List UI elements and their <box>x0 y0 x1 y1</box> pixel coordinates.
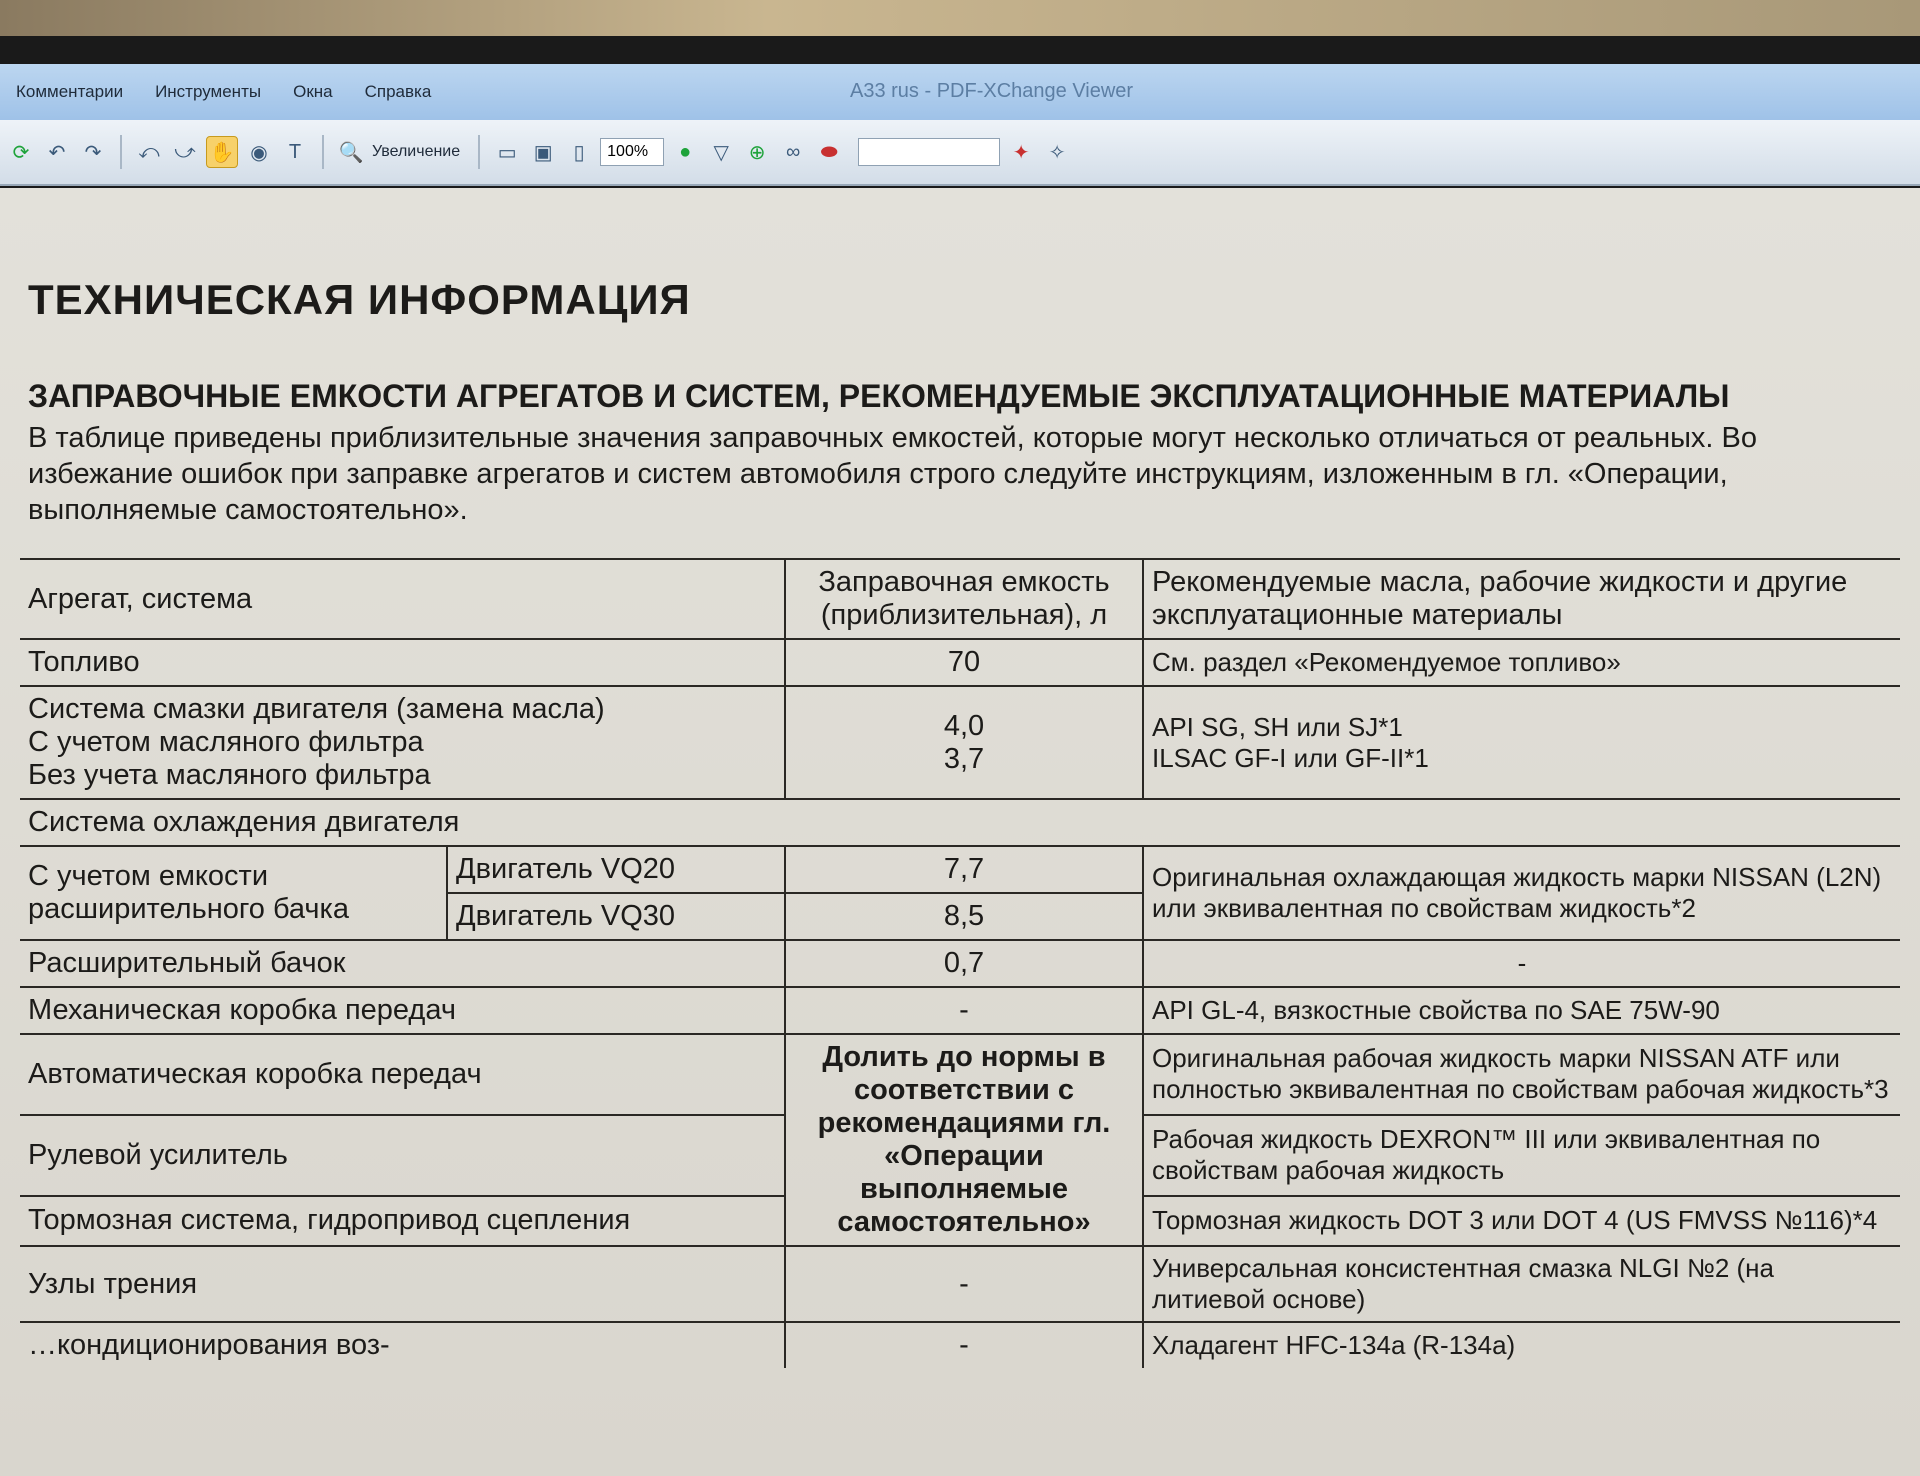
table-row <box>20 639 1900 686</box>
toolbar-divider <box>322 135 324 169</box>
material-text <box>1143 686 1900 799</box>
snapshot-icon[interactable]: ◉ <box>250 141 268 164</box>
hand-tool-icon[interactable]: ✋ <box>206 136 238 168</box>
stamp-icon[interactable]: ⬬ <box>820 140 838 163</box>
material-text: Хладагент HFC-134a (R-134a) <box>1143 1322 1900 1368</box>
header-capacity: Заправочная емкость (приблизительная), л <box>785 559 1143 639</box>
table-row <box>20 1322 1900 1368</box>
menu-tools[interactable]: Инструменты <box>155 82 262 101</box>
zoom-in-icon[interactable]: ● <box>679 140 692 163</box>
table-header-row <box>20 559 1900 639</box>
table-row <box>20 799 1900 846</box>
bookmark-icon[interactable]: ▽ <box>713 141 729 164</box>
material-text: API GL-4, вязкостные свойства по SAE 75W-90 <box>1143 987 1900 1034</box>
fit-width-icon[interactable]: ▯ <box>573 141 585 164</box>
table-row <box>20 987 1900 1034</box>
unit-name <box>20 686 785 799</box>
table-row <box>20 1246 1900 1322</box>
app-window <box>0 36 1920 1440</box>
zoom-tool-button[interactable]: Увеличение <box>372 143 461 160</box>
cooling-title: Система охлаждения двигателя <box>20 799 1900 846</box>
pin-icon[interactable]: ✦ <box>1012 141 1030 164</box>
header-materials: Рекомендуемые масла, рабочие жидкости и другие эксплуатационные материалы <box>1143 559 1900 639</box>
oil-with-filter: С учетом масляного фильтра <box>28 726 424 758</box>
oil-material-2: ILSAC GF-I или GF-II*1 <box>1152 742 1429 773</box>
material-text: Оригинальная охлаждающая жидкость марки NISSAN (L2N) или эквивалентная по свойствам жидкость*2 <box>1143 846 1900 940</box>
table-row <box>20 846 1900 893</box>
title-bar <box>0 64 1920 120</box>
material-text: Оригинальная рабочая жидкость марки NISSAN ATF или полностью эквивалентная по свойствам рабочая жидкость*3 <box>1143 1034 1900 1115</box>
unit-name: …кондиционирования воз- <box>20 1322 785 1368</box>
text-select-icon[interactable]: T <box>288 140 302 163</box>
capacity-value: 0,7 <box>785 940 1143 987</box>
rotate-right-icon[interactable]: ⤻ <box>174 140 196 163</box>
toolbar-divider <box>120 135 122 169</box>
capacity-value: - <box>785 1322 1143 1368</box>
material-text: Тормозная жидкость DOT 3 или DOT 4 (US FMVSS №116)*4 <box>1143 1196 1900 1246</box>
table-row <box>20 686 1900 799</box>
oil-title: Система смазки двигателя (замена масла) <box>28 693 605 725</box>
capacity-value: - <box>785 1246 1143 1322</box>
fill-note: Долить до нормы в соответствии с рекомендациями гл. «Операции выполняемые самостоятельно» <box>785 1034 1143 1246</box>
menu-help[interactable]: Справка <box>364 82 432 101</box>
menu-comments[interactable]: Комментарии <box>16 82 124 101</box>
table-row <box>20 940 1900 987</box>
unit-name: Топливо <box>20 639 785 686</box>
section-heading: ЗАПРАВОЧНЫЕ ЕМКОСТИ АГРЕГАТОВ И СИСТЕМ, РЕКОМЕНДУЕМЫЕ ЭКСПЛУАТАЦИОННЫЕ МАТЕРИАЛЫ <box>28 378 1730 414</box>
capacity-value: 70 <box>785 639 1143 686</box>
cooling-label: С учетом емкости расширительного бачка <box>20 846 447 940</box>
material-text: - <box>1143 940 1900 987</box>
menu-windows[interactable]: Окна <box>293 82 333 101</box>
engine-vq30: Двигатель VQ30 <box>447 893 785 940</box>
search-input[interactable] <box>858 138 1000 166</box>
refresh-icon[interactable]: ⟳ <box>12 141 30 164</box>
unit-name: Тормозная система, гидропривод сцепления <box>20 1196 785 1246</box>
intro-paragraph: В таблице приведены приблизительные значения заправочных емкостей, которые могут несколько отличаться от реальных. Во избежание ошибок при заправке агрегатов и систем автомобиля строго следуйте инструкциям, изложенным в гл. «Операции, выполняемые самостоятельно». <box>28 422 1758 526</box>
capacity-value: 7,7 <box>785 846 1143 893</box>
unit-name: Расширительный бачок <box>20 940 785 987</box>
capacity-value <box>785 686 1143 799</box>
toolbar <box>0 120 1920 186</box>
document-page <box>0 188 1920 1476</box>
engine-vq20: Двигатель VQ20 <box>447 846 785 893</box>
rotate-left-icon[interactable]: ⤺ <box>138 140 160 163</box>
zoom-icon[interactable]: 🔍 <box>338 141 364 164</box>
add-icon[interactable]: ⊕ <box>748 141 766 164</box>
zoom-input[interactable]: 100% <box>600 138 664 166</box>
capacity-value: - <box>785 987 1143 1034</box>
actual-size-icon[interactable]: ▭ <box>497 141 517 164</box>
fit-page-icon[interactable]: ▣ <box>533 141 553 164</box>
unit-name: Узлы трения <box>20 1246 785 1322</box>
toolbar-divider <box>478 135 480 169</box>
binoculars-icon[interactable]: ∞ <box>786 140 801 163</box>
material-text: См. раздел «Рекомендуемое топливо» <box>1143 639 1900 686</box>
unit-name: Механическая коробка передач <box>20 987 785 1034</box>
capacity-value: 8,5 <box>785 893 1143 940</box>
undo-icon[interactable]: ↶ <box>48 141 66 164</box>
oil-without-filter: Без учета масляного фильтра <box>28 759 431 791</box>
redo-icon[interactable]: ↷ <box>84 141 102 164</box>
tool-icon[interactable]: ✧ <box>1048 141 1066 164</box>
unit-name: Рулевой усилитель <box>20 1115 785 1196</box>
unit-name: Автоматическая коробка передач <box>20 1034 785 1115</box>
material-text: Универсальная консистентная смазка NLGI №2 (на литиевой основе) <box>1143 1246 1900 1322</box>
oil-value-2: 3,7 <box>943 742 985 775</box>
oil-value-1: 4,0 <box>943 709 985 742</box>
menu-bar <box>0 64 447 120</box>
header-unit: Агрегат, система <box>20 559 785 639</box>
oil-material-1: API SG, SH или SJ*1 <box>1152 711 1403 742</box>
capacities-table <box>20 558 1900 1368</box>
material-text: Рабочая жидкость DEXRON™ III или эквивалентная по свойствам рабочая жидкость <box>1143 1115 1900 1196</box>
table-row <box>20 1034 1900 1115</box>
page-heading: ТЕХНИЧЕСКАЯ ИНФОРМАЦИЯ <box>28 276 691 323</box>
window-title: A33 rus - PDF-XChange Viewer <box>850 80 1134 102</box>
